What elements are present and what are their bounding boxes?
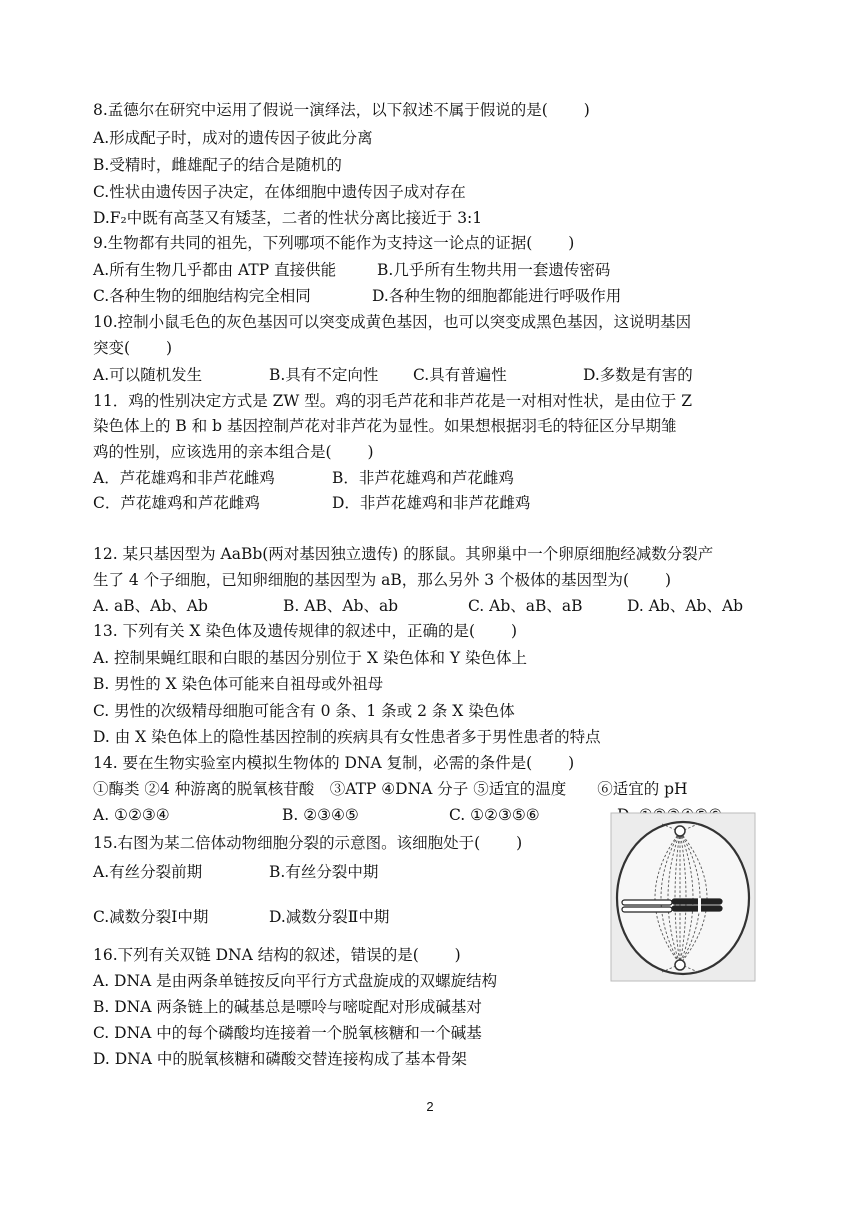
q11-option-a: A．芦花雄鸡和非芦花雌鸡 [93, 469, 275, 487]
q15-option-a: A.有丝分裂前期 [93, 863, 203, 881]
q10-option-a: A.可以随机发生 [93, 366, 203, 384]
q16-stem: 16.下列有关双链 DNA 结构的叙述，错误的是( ) [93, 946, 461, 964]
q14-option-b: B. ②③④⑤ [282, 806, 359, 824]
q11-stem-line1: 11．鸡的性别决定方式是 ZW 型。鸡的羽毛芦花和非芦花是一对相对性状，是由位于 Z [93, 392, 692, 410]
q9-option-b: B.几乎所有生物共用一套遗传密码 [377, 261, 611, 279]
page-number: 2 [426, 1099, 434, 1114]
q8-option-c: C.性状由遗传因子决定，在体细胞中遗传因子成对存在 [93, 183, 466, 201]
q11-option-b: B．非芦花雄鸡和芦花雌鸡 [332, 469, 514, 487]
cell-division-figure [610, 812, 756, 982]
q10-option-b: B.具有不定向性 [269, 366, 379, 384]
q14-option-c: C. ①②③⑤⑥ [449, 806, 540, 824]
q9-option-a: A.所有生物几乎都由 ATP 直接供能 [93, 261, 337, 279]
q12-stem-line1: 12. 某只基因型为 AaBb(两对基因独立遗传) 的豚鼠。其卵巢中一个卵原细胞经减数分裂产 [93, 545, 714, 563]
q13-option-c: C. 男性的次级精母细胞可能含有 0 条、1 条或 2 条 X 染色体 [93, 702, 515, 720]
q8-option-d: D.F₂中既有高茎又有矮茎，二者的性状分离比接近于 3:1 [93, 209, 483, 227]
q12-option-a: A. aB、Ab、Ab [93, 597, 208, 615]
q10-option-d: D.多数是有害的 [583, 366, 693, 384]
q12-option-b: B. AB、Ab、ab [283, 597, 399, 615]
q15-option-c: C.减数分裂Ⅰ中期 [93, 908, 209, 926]
q12-option-d: D. Ab、Ab、Ab [627, 597, 744, 615]
q9-option-c: C.各种生物的细胞结构完全相同 [93, 287, 311, 305]
q12-option-c: C. Ab、aB、aB [468, 597, 583, 615]
q16-option-c: C. DNA 中的每个磷酸均连接着一个脱氧核糖和一个碱基 [93, 1024, 482, 1042]
q11-option-c: C．芦花雄鸡和芦花雌鸡 [93, 494, 260, 512]
q14-option-a: A. ①②③④ [93, 806, 170, 824]
q8-option-b: B.受精时，雌雄配子的结合是随机的 [93, 156, 342, 174]
q11-option-d: D．非芦花雄鸡和非芦花雌鸡 [332, 494, 531, 512]
q16-option-a: A. DNA 是由两条单链按反向平行方式盘旋成的双螺旋结构 [93, 972, 498, 990]
q15-option-d: D.减数分裂Ⅱ中期 [269, 908, 390, 926]
q13-stem: 13. 下列有关 X 染色体及遗传规律的叙述中，正确的是( ) [93, 622, 517, 640]
q15-stem: 15.右图为某二倍体动物细胞分裂的示意图。该细胞处于( ) [93, 834, 523, 852]
q13-option-d: D. 由 X 染色体上的隐性基因控制的疾病具有女性患者多于男性患者的特点 [93, 728, 601, 746]
q16-option-d: D. DNA 中的脱氧核糖和磷酸交替连接构成了基本骨架 [93, 1050, 467, 1068]
q13-option-b: B. 男性的 X 染色体可能来自祖母或外祖母 [93, 675, 384, 693]
q15-option-b: B.有丝分裂中期 [269, 863, 379, 881]
q11-stem-line2: 染色体上的 B 和 b 基因控制芦花对非芦花为显性。如果想根据羽毛的特征区分早期雏 [93, 417, 677, 435]
q9-option-d: D.各种生物的细胞都能进行呼吸作用 [372, 287, 622, 305]
q12-stem-line2: 生了 4 个子细胞，已知卵细胞的基因型为 aB，那么另外 3 个极体的基因型为( ) [93, 571, 672, 589]
cell-division-diagram [610, 812, 756, 982]
q8-stem: 8.孟德尔在研究中运用了假说一演绎法，以下叙述不属于假说的是( ) [93, 101, 590, 119]
q14-conditions: ①酶类 ②4 种游离的脱氧核苷酸 ③ATP ④DNA 分子 ⑤适宜的温度 ⑥适宜的 pH [93, 780, 688, 798]
q13-option-a: A. 控制果蝇红眼和白眼的基因分别位于 X 染色体和 Y 染色体上 [93, 649, 528, 667]
q11-stem-line3: 鸡的性别，应该选用的亲本组合是( ) [93, 443, 374, 461]
q14-stem: 14. 要在生物实验室内模拟生物体的 DNA 复制，必需的条件是( ) [93, 754, 575, 772]
q10-option-c: C.具有普遍性 [413, 366, 507, 384]
q9-stem: 9.生物都有共同的祖先，下列哪项不能作为支持这一论点的证据( ) [93, 234, 575, 252]
q16-option-b: B. DNA 两条链上的碱基总是嘌呤与嘧啶配对形成碱基对 [93, 998, 482, 1016]
q10-stem-line1: 10.控制小鼠毛色的灰色基因可以突变成黄色基因，也可以突变成黑色基因，这说明基因 [93, 313, 692, 331]
q10-stem-line2: 突变( ) [93, 339, 173, 357]
q8-option-a: A.形成配子时，成对的遗传因子彼此分离 [93, 129, 373, 147]
